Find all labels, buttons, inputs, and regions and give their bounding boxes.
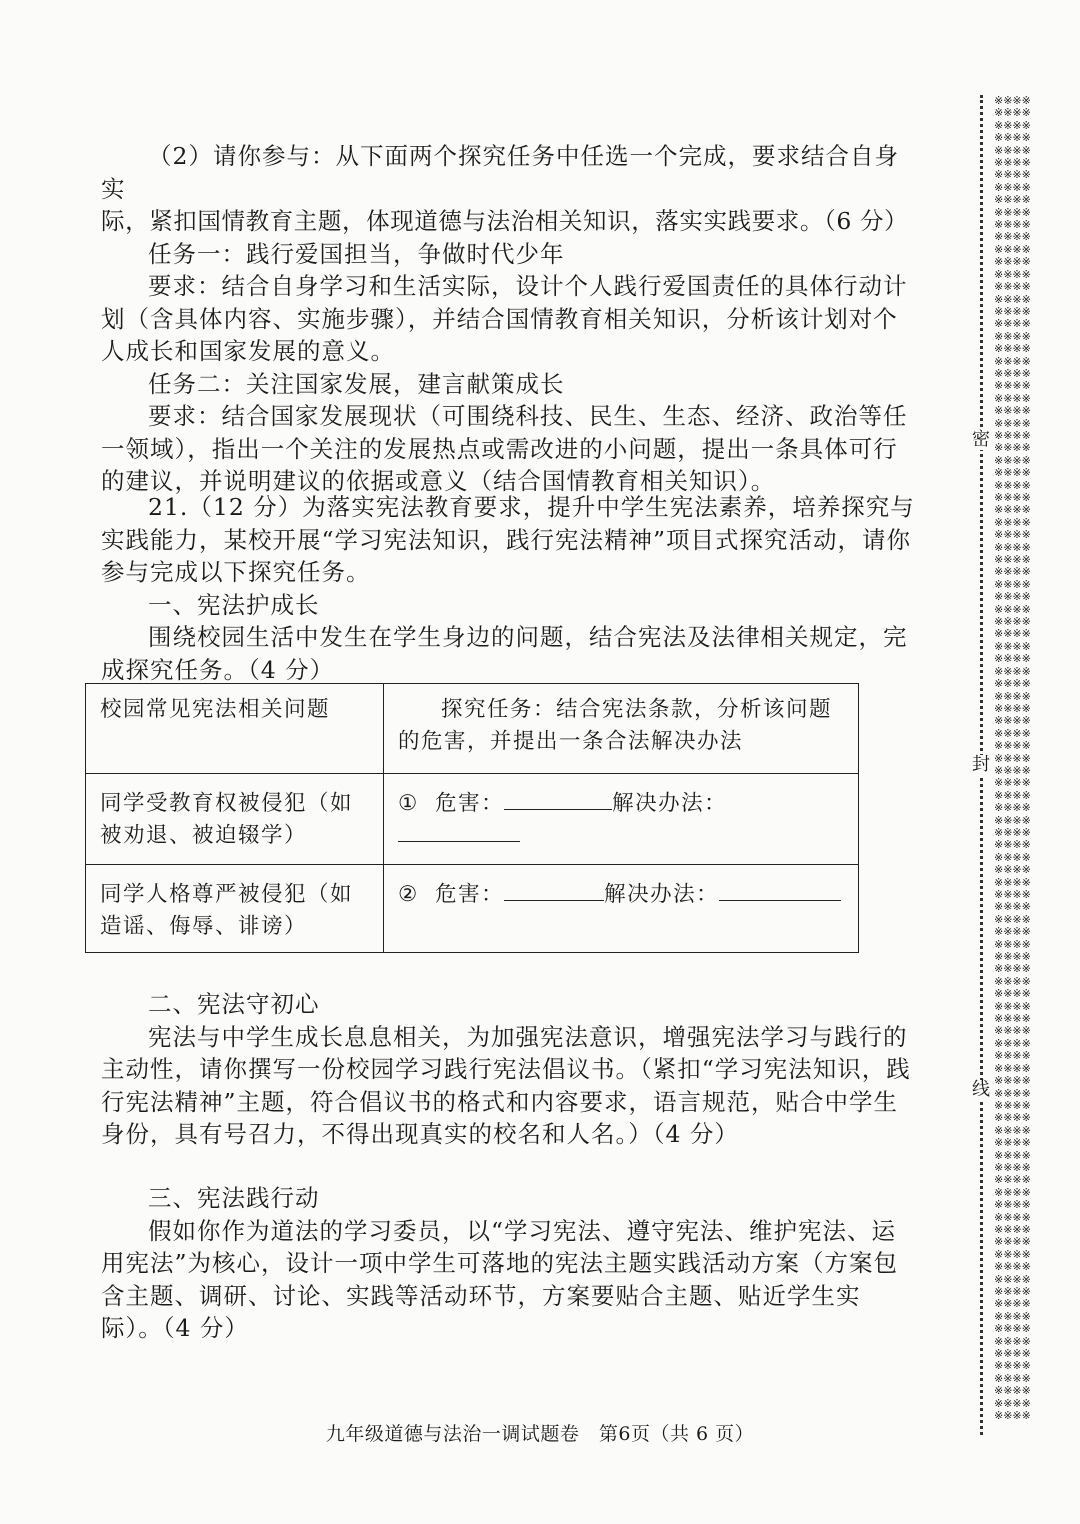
section3-text: 假如你作为道法的学习委员，以“学习宪法、遵守宪法、维护宪法、运用宪法”为核心，设计一项中学生可落地的宪法主题实践活动方案（方案包含主题、调研、讨论、实践等活动环节，方案要贴合主题、贴近学生实际）。（4 分） [101, 1216, 899, 1342]
page-footer: 九年级道德与法治一调试题卷 第6页（共 6 页） [325, 1423, 755, 1445]
task1-title: 任务一：践行爱国担当，争做时代少年 [148, 239, 565, 268]
row1-issue: 同学受教育权被侵犯（如被劝退、被迫辍学） [86, 774, 384, 864]
row1-solve-blank[interactable] [398, 821, 520, 842]
table-row [86, 773, 858, 864]
row2-solve-blank[interactable] [719, 880, 841, 901]
seal-char-xian: 线 [972, 1079, 990, 1100]
row2-solve-label: 解决办法： [604, 882, 720, 907]
section3 [101, 1182, 916, 1345]
row1-harm-blank[interactable] [504, 789, 612, 810]
section3-title: 三、宪法践行动 [148, 1184, 320, 1212]
row1-num: ① [398, 791, 419, 816]
row2-answer [384, 865, 858, 952]
task1-requirement: 要求：结合自身学习和生活实际，设计个人践行爱国责任的具体行动计划（含具体内容、实施步骤），并结合国情教育相关知识，分析该计划对个人成长和国家发展的意义。 [101, 272, 908, 365]
task2-requirement: 要求：结合国家发展现状（可围绕科技、民生、生态、经济、政治等任一领域），指出一个关注的发展热点或需改进的小问题，提出一条具体可行的建议，并说明建议的依据或意义（结合国情教育相关知识）。 [101, 402, 908, 495]
row2-harm-blank[interactable] [504, 880, 604, 901]
table-row [86, 864, 858, 952]
row1-harm-label: 危害： [435, 791, 505, 816]
row2-issue: 同学人格尊严被侵犯（如造谣、侮辱、诽谤） [86, 865, 384, 952]
section2-text: 宪法与中学生成长息息相关，为加强宪法意识，增强宪法学习与践行的主动性，请你撰写一份校园学习践行宪法倡议书。（紧扣“学习宪法知识，践行宪法精神”主题，符合倡议书的格式和内容要求，语言规范，贴合中学生身份，具有号召力，不得出现真实的校名和人名。）（4 分） [101, 1022, 911, 1148]
seal-char-mi: 密 [972, 429, 990, 450]
q20-part2 [101, 140, 916, 498]
task2-title: 任务二：关注国家发展，建言献策成长 [148, 369, 565, 398]
row2-harm-label: 危害： [435, 882, 505, 907]
seal-line-margin [972, 94, 1040, 1435]
cross-pattern: ※※※※ ※※※※ ※※※※ ※※※※ ※※※※ ※※※※ ※※※※ ※※※※ ※※※※ ※※※※ ※※※※ ※※※※ ※※※※ ※※※※ ※※※※ ※※※※ ※※※※ ※※※※ ※※※※ ※※※※ ※※※※ ※※※※ ※※※※ ※※※※ ※※※※ ※※※※ ※※※※ ※※※※ ※※※※ ※※※※ ※※※※ ※※※※ ※※※※ ※※※※ ※※※※ ※※※※ ※※※※ ※※※※ ※※※※ ※※※※ ※※※※ ※※※※ ※※※※ ※※※※ ※※※※ ※※※※ ※※※※ ※※※※ ※※※※ ※※※※ ※※※※ ※※※※ ※※※※ ※※※※ ※※※※ ※※※※ ※※※※ ※※※※ ※※※※ ※※※※ ※※※※ ※※※※ ※※※※ ※※※※ ※※※※ ※※※※ ※※※※ ※※※※ ※※※※ ※※※※ ※※※※ ※※※※ ※※※※ ※※※※ ※※※※ ※※※※ ※※※※ ※※※※ ※※※※ ※※※※ ※※※※ ※※※※ ※※※※ ※※※※ ※※※※ ※※※※ ※※※※ ※※※※ ※※※※ ※※※※ ※※※※ ※※※※ ※※※※ ※※※※ ※※※※ ※※※※ ※※※※ ※※※※ ※※※※ ※※※※ ※※※※ ※※※※ ※※※※ ※※※※ ※※※※ ※※※※ ※※※※ [994, 94, 1031, 1423]
q20-intro-line1: （2）请你参与：从下面两个探究任务中任选一个完成，要求结合自身实 [101, 142, 899, 203]
q21 [101, 491, 916, 686]
table-header-left: 校园常见宪法相关问题 [86, 684, 384, 773]
row2-num: ② [398, 882, 419, 907]
section2 [101, 988, 916, 1151]
section1-text: 围绕校园生活中发生在学生身边的问题，结合宪法及法律相关规定，完成探究任务。（4 分） [101, 623, 908, 684]
seal-char-feng: 封 [972, 754, 990, 775]
section2-title: 二、宪法守初心 [148, 990, 320, 1018]
section1-title: 一、宪法护成长 [148, 590, 320, 619]
q20-intro-line2: 际，紧扣国情教育主题，体现道德与法治相关知识，落实实践要求。（6 分） [101, 207, 909, 235]
table-header-right: 探究任务：结合宪法条款，分析该问题的危害，并提出一条合法解决办法 [398, 697, 833, 754]
row1-answer [384, 774, 858, 864]
inquiry-table [85, 683, 859, 953]
row1-solve-label: 解决办法： [612, 791, 728, 816]
table-header-row [86, 684, 858, 773]
q21-intro: 21.（12 分）为落实宪法教育要求，提升中学生宪法素养，培养探究与实践能力，某校开展“学习宪法知识，践行宪法精神”项目式探究活动，请你参与完成以下探究任务。 [101, 493, 915, 586]
